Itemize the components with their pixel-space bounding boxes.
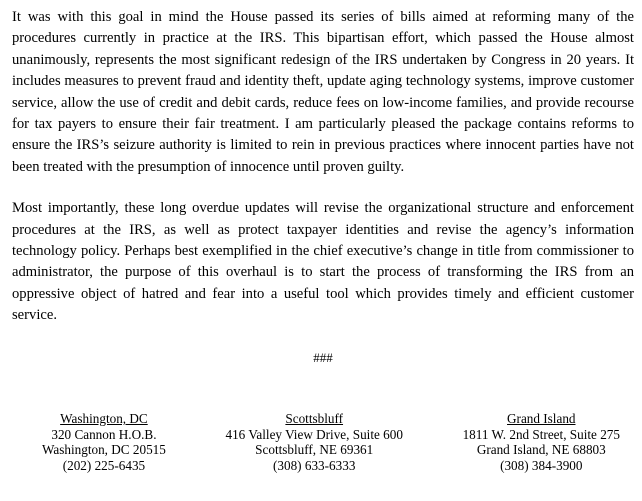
office-phone: (308) 384-3900 [500, 457, 583, 473]
office-phone: (308) 633-6333 [273, 457, 356, 473]
office-name: Washington, DC [60, 411, 148, 426]
office-contacts [0, 411, 642, 473]
office-washington [42, 411, 166, 473]
office-city: Scottsbluff, NE 69361 [255, 442, 374, 458]
office-address: 416 Valley View Drive, Suite 600 [225, 426, 403, 442]
office-name: Grand Island [507, 411, 576, 426]
office-name: Scottsbluff [285, 411, 344, 426]
office-address: 320 Cannon H.O.B. [51, 426, 157, 442]
office-phone: (202) 225-6435 [62, 457, 146, 473]
office-city: Grand Island, NE 68803 [476, 442, 606, 458]
body-paragraph-2: Most importantly, these long overdue updates will revise the organizational structure and enforcement procedures at the IRS, as well as protect taxpayer identities and revise the agency’s information technology policy. Perhaps best exemplified in the chief executive’s change in title from commissioner to administrator, the purpose of this overhaul is to start the process of transforming the IRS from an oppressive object of hatred and fear into a useful tool which provides timely and efficient customer service. [12, 200, 634, 324]
body-paragraph-1: It was with this goal in mind the House passed its series of bills aimed at reforming many of the procedures currently in practice at the IRS. This bipartisan effort, which passed the House almost unanimously, represents the most significant redesign of the IRS undertaken by Congress in 20 years. It includes measures to prevent fraud and identity theft, update aging technology systems, improve customer service, allow the use of credit and debit cards, reduce fees on low-income families, and provide recourse for tax payers to ensure their fair treatment. I am particularly pleased the package contains reforms to ensure the IRS’s seizure authority is limited to rein in previous practices where innocent parties have not been treated with the presumption of innocence until proven guilty. [12, 9, 634, 175]
office-grand-island [463, 411, 620, 473]
office-address: 1811 W. 2nd Street, Suite 275 [462, 426, 620, 442]
office-scottsbluff [225, 411, 402, 473]
office-city: Washington, DC 20515 [42, 442, 166, 458]
end-separator: ### [313, 349, 333, 365]
